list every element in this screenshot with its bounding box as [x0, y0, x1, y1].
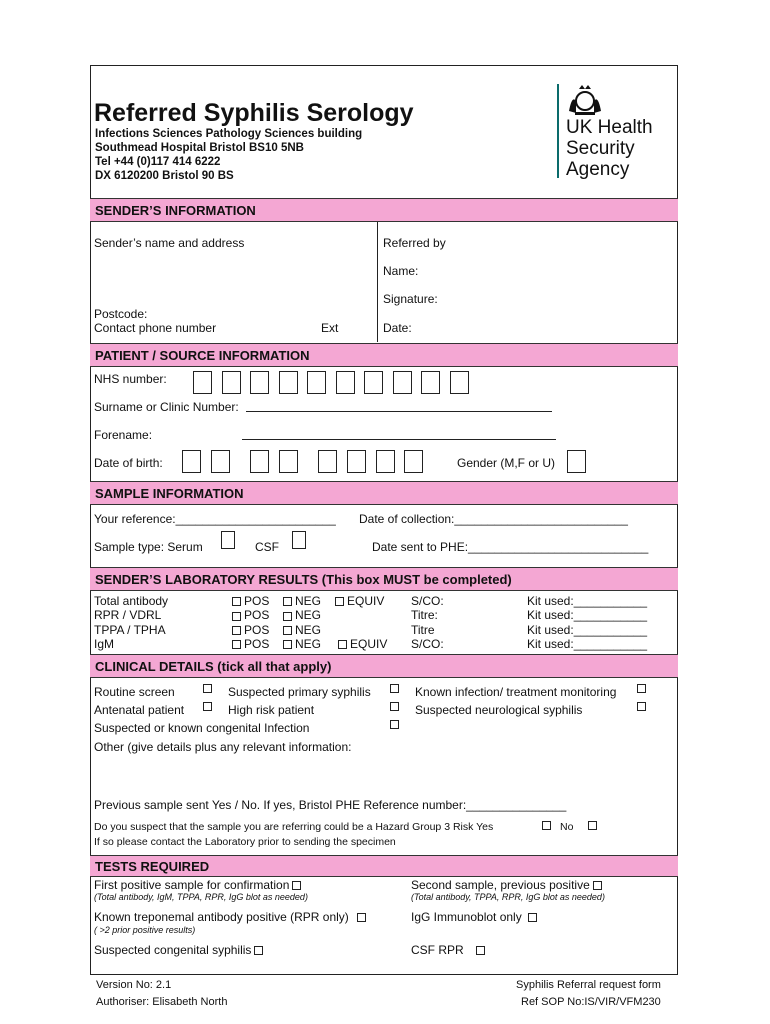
- known-treponemal-note: ( >2 prior positive results): [94, 925, 196, 935]
- signature-label: Signature:: [383, 292, 438, 306]
- known-treponemal-option[interactable]: Known treponemal antibody positive (RPR only): [94, 910, 369, 924]
- surname-label: Surname or Clinic Number:: [94, 400, 239, 414]
- nhs-digit-box[interactable]: [450, 371, 469, 394]
- dob-label: Date of birth:: [94, 456, 163, 470]
- congenital-infection-checkbox[interactable]: [390, 720, 399, 729]
- igg-immunoblot-checkbox: [528, 913, 537, 922]
- neg-checkbox: [283, 597, 292, 606]
- other-details-label: Other (give details plus any relevant information:: [94, 740, 352, 754]
- sop-reference: Ref SOP No:IS/VIR/VFM230: [521, 996, 661, 1008]
- dob-digit-box[interactable]: [347, 450, 366, 473]
- crest-icon: [565, 83, 605, 117]
- surname-field[interactable]: [246, 411, 552, 412]
- page-title: Referred Syphilis Serology: [94, 99, 414, 127]
- dob-digit-box[interactable]: [279, 450, 298, 473]
- equiv-checkbox: [335, 597, 344, 606]
- lab-section-header: SENDER’S LABORATORY RESULTS (This box MUST be completed): [90, 567, 678, 591]
- nhs-digit-box[interactable]: [336, 371, 355, 394]
- nhs-digit-box[interactable]: [421, 371, 440, 394]
- known-infection-label: Known infection/ treatment monitoring: [415, 685, 617, 699]
- congenital-infection-label: Suspected or known congenital Infection: [94, 721, 310, 735]
- date-sent-field[interactable]: Date sent to PHE:___________________________: [372, 540, 649, 554]
- dob-digit-box[interactable]: [250, 450, 269, 473]
- your-reference-field[interactable]: Your reference:________________________: [94, 512, 336, 526]
- second-sample-note: (Total antibody, TPPA, RPR, IgG blot as needed): [411, 892, 605, 902]
- known-treponemal-checkbox: [357, 913, 366, 922]
- csf-rpr-checkbox: [476, 946, 485, 955]
- first-positive-note: (Total antibody, IgM, TPPA, RPR, IgG blot as needed): [94, 892, 308, 902]
- antenatal-label: Antenatal patient: [94, 703, 185, 717]
- csf-checkbox[interactable]: [292, 531, 306, 549]
- pos-checkbox: [232, 626, 241, 635]
- lab-test-names: Total antibody RPR / VDRL TPPA / TPHA IgM: [94, 594, 169, 651]
- ext-label: Ext: [321, 321, 339, 335]
- agency-rule: [557, 84, 559, 178]
- date-label: Date:: [383, 321, 412, 335]
- igg-immunoblot-option[interactable]: IgG Immunoblot only: [411, 910, 540, 924]
- tests-section-header: TESTS REQUIRED: [90, 855, 678, 877]
- forename-label: Forename:: [94, 428, 153, 442]
- nhs-digit-box[interactable]: [364, 371, 383, 394]
- form-name: Syphilis Referral request form: [516, 979, 661, 991]
- forename-field[interactable]: [242, 439, 556, 440]
- dob-digit-box[interactable]: [376, 450, 395, 473]
- contact-phone-label: Contact phone number: [94, 321, 217, 335]
- patient-section-header: PATIENT / SOURCE INFORMATION: [90, 343, 678, 367]
- sender-name-address-label: Sender’s name and address: [94, 236, 245, 250]
- date-of-collection-field[interactable]: Date of collection:__________________________: [359, 512, 628, 526]
- high-risk-label: High risk patient: [228, 703, 315, 717]
- sample-type-label: Sample type: Serum: [94, 540, 203, 554]
- antenatal-checkbox[interactable]: [203, 702, 212, 711]
- second-sample-option[interactable]: Second sample, previous positive: [411, 878, 605, 892]
- sample-section-header: SAMPLE INFORMATION: [90, 481, 678, 505]
- nhs-digit-box[interactable]: [250, 371, 269, 394]
- hazard-question: Do you suspect that the sample you are referring could be a Hazard Group 3 Risk Yes: [94, 821, 494, 833]
- nhs-digit-box[interactable]: [222, 371, 241, 394]
- dob-digit-box[interactable]: [404, 450, 423, 473]
- version-number: Version No: 2.1: [96, 979, 172, 991]
- address-line-4: DX 6120200 Bristol 90 BS: [95, 170, 234, 182]
- suspected-congenital-option[interactable]: Suspected congenital syphilis: [94, 943, 266, 957]
- pos-checkbox: [232, 612, 241, 621]
- pos-options[interactable]: POS POS POS POS: [229, 594, 269, 651]
- second-sample-checkbox: [593, 881, 602, 890]
- equiv-option-1[interactable]: EQUIV: [332, 594, 384, 608]
- first-positive-option[interactable]: First positive sample for confirmation: [94, 878, 304, 892]
- primary-syphilis-checkbox[interactable]: [390, 684, 399, 693]
- address-line-3: Tel +44 (0)117 414 6222: [95, 156, 221, 168]
- high-risk-checkbox[interactable]: [390, 702, 399, 711]
- neg-checkbox: [283, 640, 292, 649]
- address-line-2: Southmead Hospital Bristol BS10 5NB: [95, 142, 304, 154]
- postcode-label: Postcode:: [94, 307, 148, 321]
- hazard-yes-checkbox[interactable]: [542, 821, 551, 830]
- neuro-syphilis-label: Suspected neurological syphilis: [415, 703, 583, 717]
- known-infection-checkbox[interactable]: [637, 684, 646, 693]
- hazard-no-label: No: [560, 821, 574, 833]
- nhs-number-label: NHS number:: [94, 372, 167, 386]
- neg-options[interactable]: NEG NEG NEG NEG: [280, 594, 321, 651]
- address-line-1: Infections Sciences Pathology Sciences building: [95, 128, 363, 140]
- gender-label: Gender (M,F or U): [457, 456, 556, 470]
- pos-checkbox: [232, 597, 241, 606]
- nhs-digit-box[interactable]: [307, 371, 326, 394]
- csf-label: CSF: [255, 540, 279, 554]
- neuro-syphilis-checkbox[interactable]: [637, 702, 646, 711]
- lab-value-labels: S/CO: Titre: Titre S/CO:: [411, 594, 444, 651]
- sender-section-header: SENDER’S INFORMATION: [90, 198, 678, 222]
- dob-digit-box[interactable]: [182, 450, 201, 473]
- first-positive-checkbox: [292, 881, 301, 890]
- kit-used-fields[interactable]: Kit used:___________ Kit used:___________ Kit used:___________ Kit used:___________: [527, 594, 648, 651]
- referred-by-label: Referred by: [383, 236, 446, 250]
- agency-name: UK Health Security Agency: [566, 117, 653, 180]
- nhs-digit-box[interactable]: [193, 371, 212, 394]
- sender-divider: [377, 222, 378, 342]
- csf-rpr-option[interactable]: CSF RPR: [411, 943, 488, 957]
- primary-syphilis-label: Suspected primary syphilis: [228, 685, 371, 699]
- authoriser: Authoriser: Elisabeth North: [96, 996, 228, 1008]
- referrer-name-label: Name:: [383, 264, 419, 278]
- nhs-digit-box[interactable]: [393, 371, 412, 394]
- nhs-digit-box[interactable]: [279, 371, 298, 394]
- neg-checkbox: [283, 612, 292, 621]
- routine-screen-checkbox[interactable]: [203, 684, 212, 693]
- hazard-no-checkbox[interactable]: [588, 821, 597, 830]
- pos-checkbox: [232, 640, 241, 649]
- neg-checkbox: [283, 626, 292, 635]
- contact-lab-note: If so please contact the Laboratory prior to sending the specimen: [94, 836, 396, 848]
- previous-sample-field[interactable]: Previous sample sent Yes / No. If yes, Bristol PHE Reference number:_______________: [94, 798, 567, 812]
- equiv-checkbox: [338, 640, 347, 649]
- gender-box[interactable]: [567, 450, 586, 473]
- clinical-section-header: CLINICAL DETAILS (tick all that apply): [90, 654, 678, 678]
- dob-digit-box[interactable]: [211, 450, 230, 473]
- suspected-congenital-checkbox: [254, 946, 263, 955]
- dob-digit-box[interactable]: [318, 450, 337, 473]
- equiv-option-2[interactable]: EQUIV: [335, 637, 387, 651]
- serum-checkbox[interactable]: [221, 531, 235, 549]
- routine-screen-label: Routine screen: [94, 685, 175, 699]
